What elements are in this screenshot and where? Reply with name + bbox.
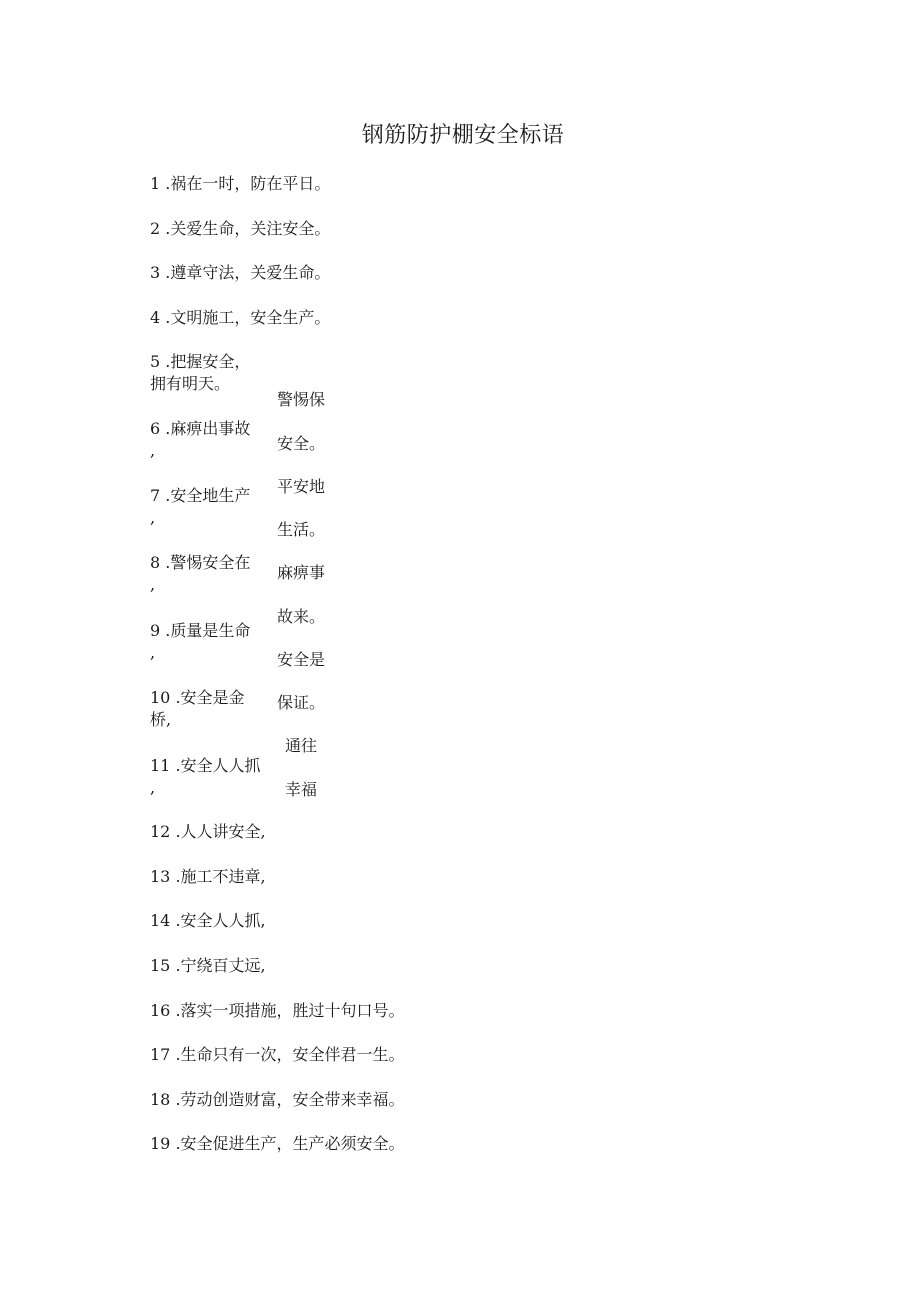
item-text: 质量是生命 (170, 621, 251, 640)
list-item: 14 .安全人人抓, (150, 911, 266, 930)
list-item: 8 .警惕安全在 (150, 553, 251, 572)
side-column-line: 麻痹事 (277, 563, 326, 582)
item-continuation: 桥, (150, 710, 172, 729)
item-number: 12 (150, 822, 171, 841)
list-item: 17 .生命只有一次，安全伴君一生。 (150, 1045, 405, 1064)
item-text: 安全是金 (180, 688, 245, 707)
item-number: 6 (150, 419, 161, 438)
list-item: 5 .把握安全， (150, 352, 251, 371)
item-number: 5 (150, 352, 161, 371)
item-number: 18 (150, 1090, 171, 1109)
item-number: 13 (150, 867, 171, 886)
item-number: 1 (150, 174, 161, 193)
item-number: 16 (150, 1001, 171, 1020)
item-number: 3 (150, 263, 161, 282)
item-text: 安全促进生产，生产必须安全。 (180, 1134, 405, 1153)
side-column-line: 警惕保 (277, 390, 326, 409)
side-column-line: 安全是 (277, 650, 326, 669)
item-text: 劳动创造财富，安全带来幸福。 (180, 1090, 405, 1109)
list-item: 16 .落实一项措施，胜过十句口号。 (150, 1001, 405, 1020)
item-text: 遵章守法，关爱生命。 (170, 263, 331, 282)
item-continuation: , (150, 643, 156, 662)
item-text: 麻痹出事故 (170, 419, 251, 438)
side-column-line: 通往 (285, 736, 318, 755)
item-number: 10 (150, 688, 171, 707)
item-text: 生命只有一次，安全伴君一生。 (180, 1045, 405, 1064)
item-number: 2 (150, 219, 161, 238)
list-item: 4 .文明施工，安全生产。 (150, 308, 331, 327)
document-title: 钢筋防护棚安全标语 (361, 123, 565, 148)
item-continuation: , (150, 778, 156, 797)
item-text: 安全人人抓 (180, 756, 261, 775)
item-number: 11 (150, 756, 171, 775)
item-text: 安全人人抓, (180, 911, 266, 930)
item-number: 14 (150, 911, 171, 930)
list-item: 18 .劳动创造财富，安全带来幸福。 (150, 1090, 405, 1109)
list-item: 9 .质量是生命 (150, 621, 251, 640)
list-item: 13 .施工不违章, (150, 867, 266, 886)
item-text: 祸在一时，防在平日。 (170, 174, 331, 193)
side-column-line: 幸福 (285, 780, 318, 799)
side-column-line: 保证。 (277, 693, 326, 712)
list-item: 19 .安全促进生产，生产必须安全。 (150, 1134, 405, 1153)
item-continuation: , (150, 441, 156, 460)
list-item: 11 .安全人人抓 (150, 756, 261, 775)
item-text: 警惕安全在 (170, 553, 251, 572)
list-item: 3 .遵章守法，关爱生命。 (150, 263, 331, 282)
item-number: 17 (150, 1045, 171, 1064)
item-number: 7 (150, 486, 161, 505)
side-column-line: 安全。 (277, 434, 326, 453)
list-item: 6 .麻痹出事故 (150, 419, 251, 438)
side-column-line: 平安地 (277, 477, 326, 496)
list-item: 1 .祸在一时，防在平日。 (150, 174, 331, 193)
item-number: 19 (150, 1134, 171, 1153)
item-text: 施工不违章, (180, 867, 266, 886)
list-item: 12 .人人讲安全, (150, 822, 266, 841)
item-text: 文明施工，安全生产。 (170, 308, 331, 327)
item-continuation: , (150, 575, 156, 594)
item-number: 8 (150, 553, 161, 572)
item-continuation: , (150, 508, 156, 527)
side-column-line: 故来。 (277, 607, 326, 626)
item-text: 落实一项措施，胜过十句口号。 (180, 1001, 405, 1020)
item-text: 宁绕百丈远, (180, 956, 266, 975)
item-number: 15 (150, 956, 171, 975)
item-text: 安全地生产 (170, 486, 251, 505)
item-text: 关爱生命，关注安全。 (170, 219, 331, 238)
list-item: 7 .安全地生产 (150, 486, 251, 505)
item-number: 9 (150, 621, 161, 640)
list-item: 2 .关爱生命，关注安全。 (150, 219, 331, 238)
side-column-line: 生活。 (277, 520, 326, 539)
list-item: 15 .宁绕百丈远, (150, 956, 266, 975)
item-text: 人人讲安全, (180, 822, 266, 841)
item-text: 把握安全， (170, 352, 251, 371)
list-item: 10 .安全是金 (150, 688, 245, 707)
item-number: 4 (150, 308, 161, 327)
item-continuation: 拥有明天。 (150, 374, 231, 393)
